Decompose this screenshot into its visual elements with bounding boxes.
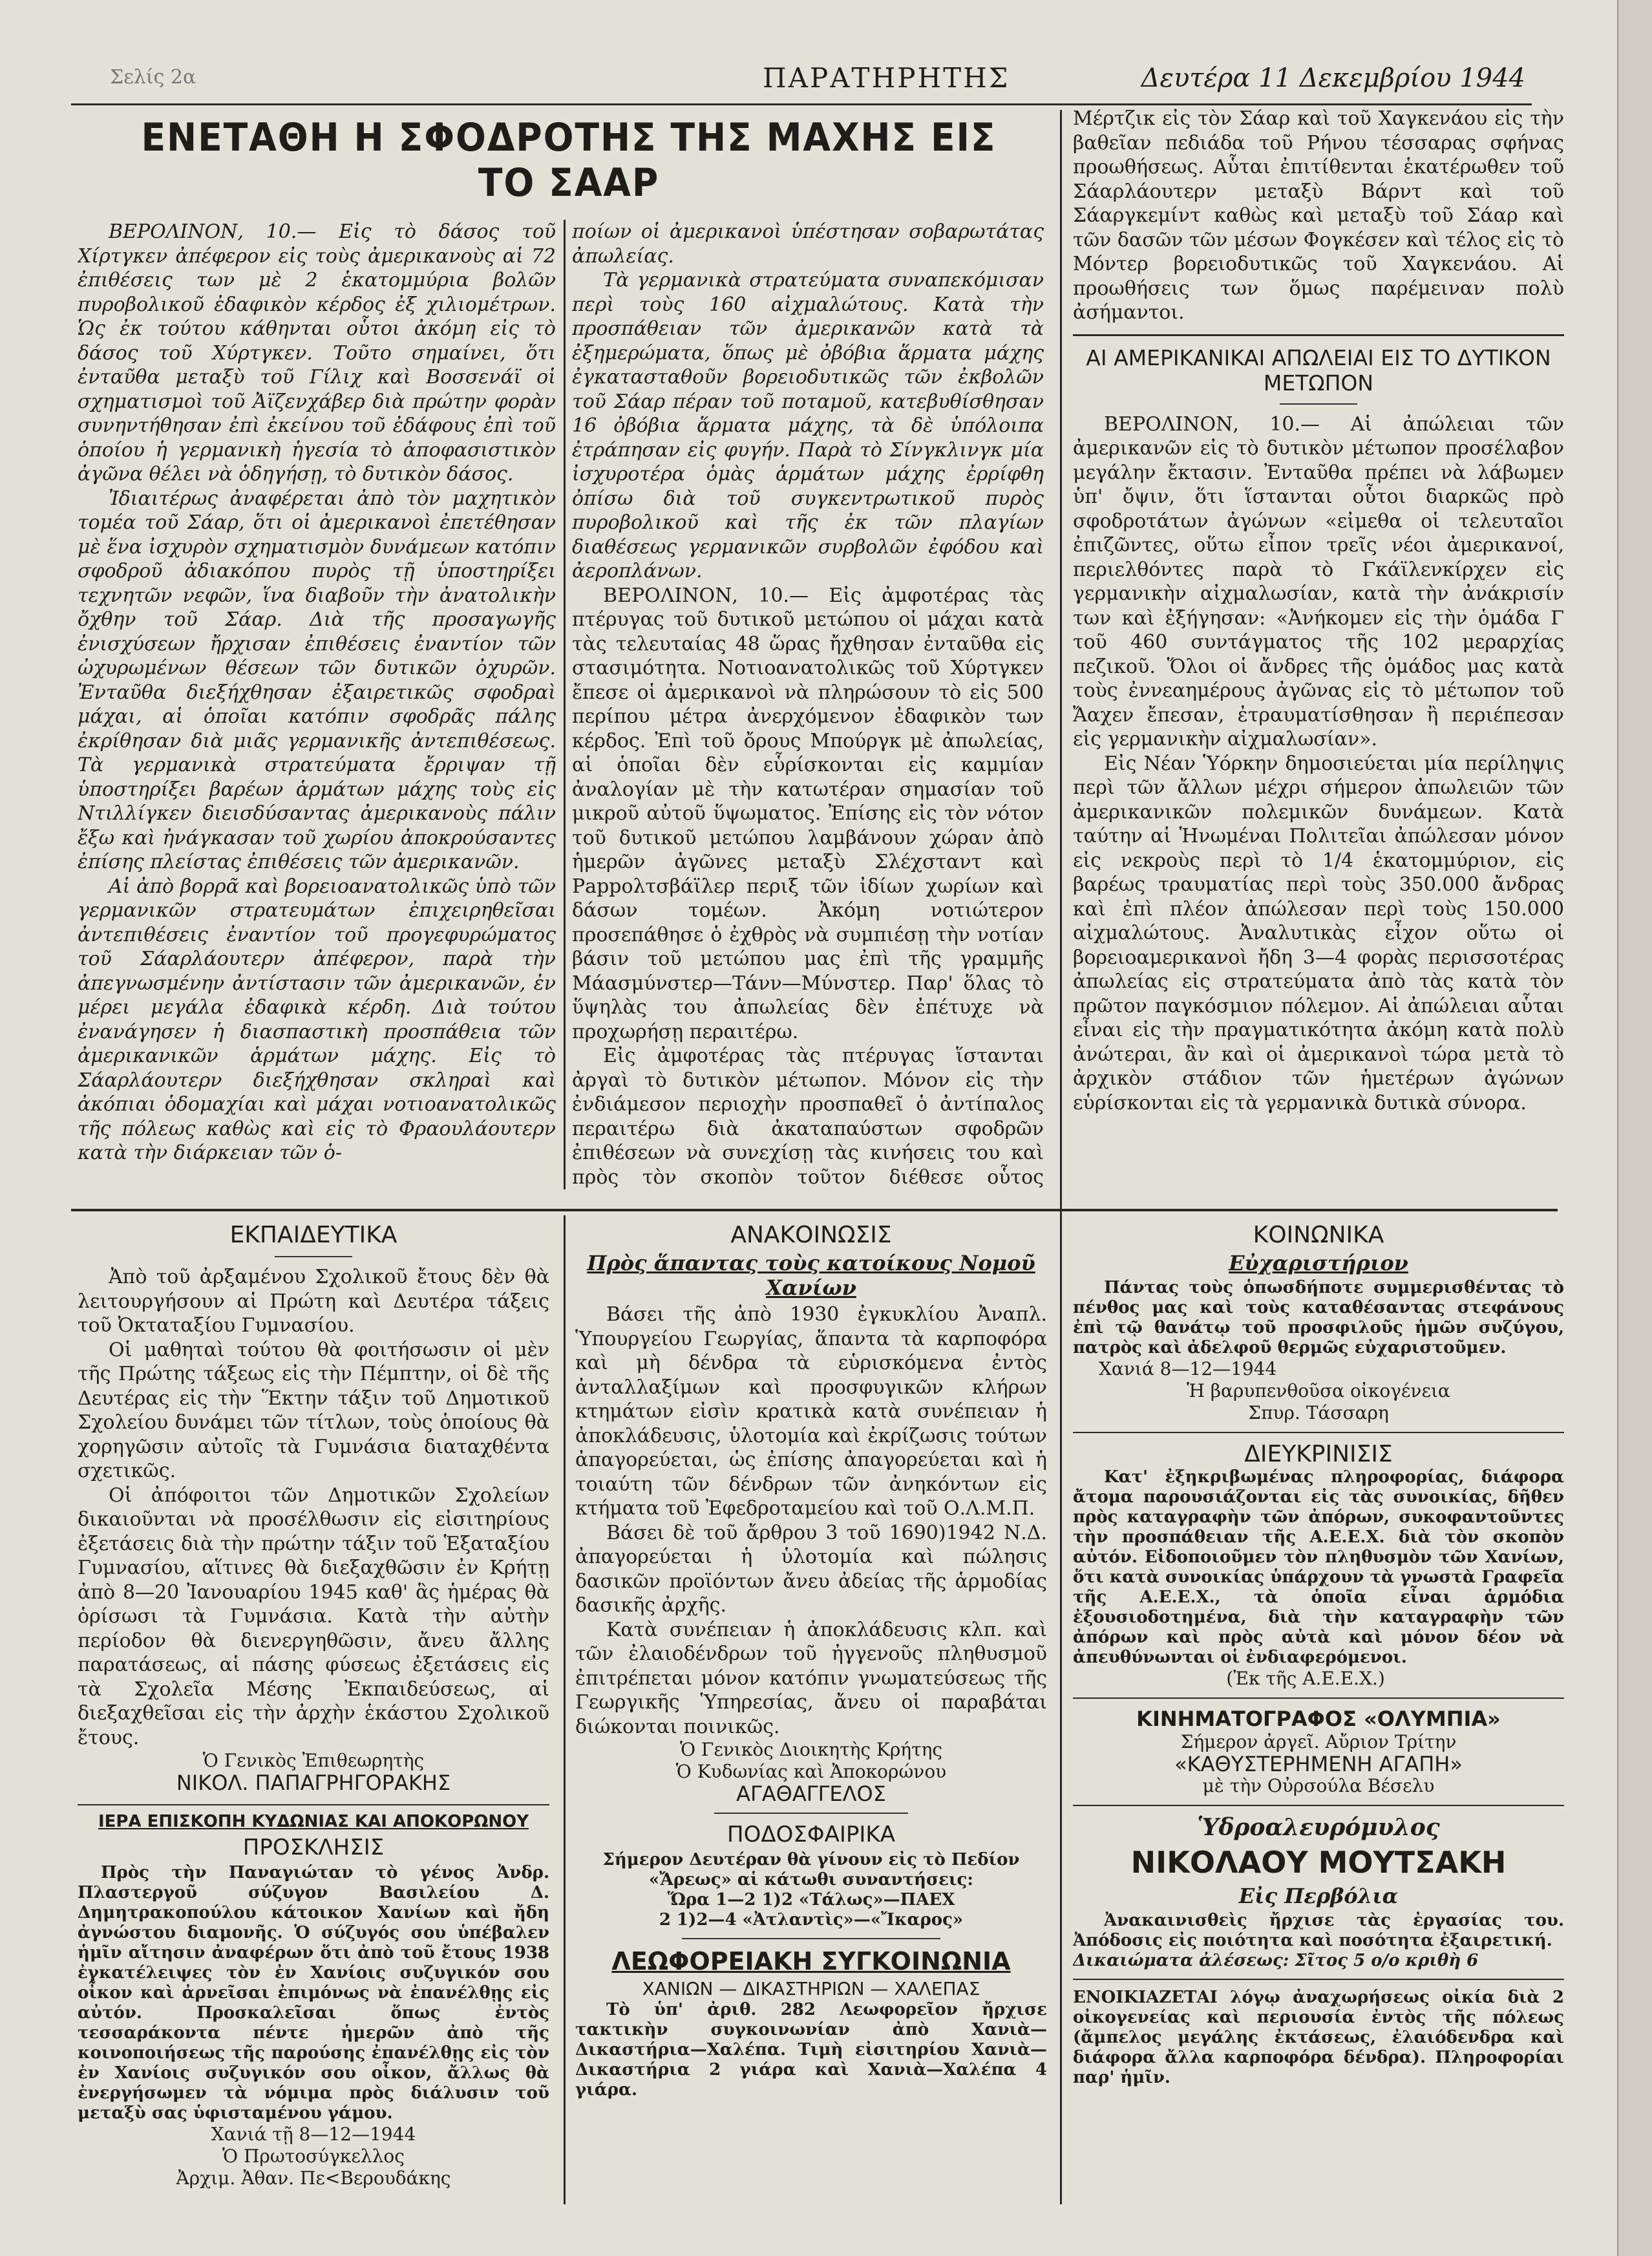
column-divider xyxy=(564,220,566,1189)
announcement-signature-2: Ὁ Κυδωνίας καὶ Ἀποκορώνου xyxy=(675,1761,947,1782)
invitation-body: Πρὸς τὴν Παναγιώταν τὸ γένος Ἀνδρ. Πλαστεργοῦ σύζυγον Βασιλείου Δ. Δημητρακοπούλου κάτοικον Χανίων καὶ ἤδη ἀγνώστου διαμονῆς. Ὁ σύζυγός σου ὑπέβαλεν ἡμῖν αἴτησιν ἀναφέρων ὅτι ἀπὸ τοῦ ἔτους 1938 ἐγκατέλειψες τὸν ἐν Χανίοις συζυγικόν σου οἶκον καὶ ἀρνεῖσαι ἐπιμόνως νὰ ἐπανέλθῃς εἰς αὐτόν. Προσκαλεῖσαι ὅπως ἐντὸς τεσσαράκοντα πέντε ἡμερῶν ἀπὸ τῆς κοινοποιήσεως τῆς παρούσης ἐπανέλθῃς εἰς τὸν ἐν Χανίοις συζυγικόν σου οἶκον, ἄλλως θὰ ἐνεργήσωμεν τὰ νόμιμα πρὸς διάλυσιν τοῦ μεταξὺ σας ὑφισταμένου γάμου. xyxy=(78,1863,549,2123)
lead-story-column-1 xyxy=(78,220,556,1189)
mill-owner-name: ΝΙΚΟΛΑΟΥ ΜΟΥΤΣΑΚΗ xyxy=(1130,1845,1507,1880)
mill-kicker: Ὑδροαλευρόμυλος xyxy=(1197,1814,1440,1841)
column-divider xyxy=(1060,110,1062,2204)
announcement-title: ΑΝΑΚΟΙΝΩΣΙΣ xyxy=(730,1222,892,1248)
educational-paragraph: Οἱ μαθηταὶ τούτου θὰ φοιτήσωσιν οἱ μὲν τῆς Πρώτης τάξεως εἰς τὴν Πέμπτην, οἱ δὲ τῆς Δευτέρας εἰς τὴν Ἕκτην τάξιν τοῦ Δημοτικοῦ Σχολείου δυνάμει τῶν τίτλων, τοὺς ὁποίους θὰ χορηγῶσιν αὐτοῖς τὰ Γυμνάσια διαταχθέντα σχετικῶς. xyxy=(78,1338,549,1482)
educational-signature-role: Ὁ Γενικὸς Ἐπιθεωρητὴς xyxy=(202,1750,425,1771)
social-signature-1: Ἡ βαρυπενθοῦσα οἰκογένεια xyxy=(1187,1380,1450,1401)
lead-paragraph: Αἱ ἀπὸ βορρᾶ καὶ βορειοανατολικῶς ὑπὸ τῶν γερμανικῶν στρατευμάτων ἐπιχειρηθεῖσαι ἀντεπιθέσεις ἐναντίον τοῦ προγεφυρώματος τοῦ Σάαρλάουτερν ἀπέφερον, παρὰ τὴν ἀπεγνωσμένην ἀντίστασιν τῶν ἀμερικανῶν, ἐν μέρει μεγάλα ἐδαφικὰ κέρδη. Διὰ τούτου ἐνανάγησεν ἡ διασπαστικὴ προσπάθεια τῶν ἀμερικανικῶν ἁρμάτων μάχης. Εἰς τὸ Σάαρλάουτερν διεξήχθησαν σκληραὶ καὶ ἀκόπιαι ὁδομαχίαι καὶ μάχαι νοτιοανατολικῶς τῆς πόλεως καθὼς καὶ εἰς τὸ Φραουλάουτερν κατὰ τὴν διάρκειαν τῶν ὁ- xyxy=(78,875,556,1164)
lower-column-1 xyxy=(78,1222,549,2191)
losses-headline: ΑΙ ΑΜΕΡΙΚΑΝΙΚΑΙ ΑΠΩΛΕΙΑΙ ΕΙΣ ΤΟ ΔΥΤΙΚΟΝ ΜΕΤΩΠΟΝ xyxy=(1086,345,1551,396)
section-rule xyxy=(1073,1697,1564,1699)
announcement-paragraph: Βάσει δὲ τοῦ ἄρθρου 3 τοῦ 1690)1942 Ν.Δ. ἀπαγορεύεται ἡ ὑλοτομία καὶ πώλησις δασικῶν προϊόντων ἄνευ ἀδείας τῆς ἁρμοδίας δασικῆς ἀρχῆς. xyxy=(575,1521,1047,1617)
newspaper-name: ΠΑΡΑΤΗΡΗΤΗΣ xyxy=(763,62,1010,94)
lead-paragraph: ποίων οἱ ἀμερικανοὶ ὑπέστησαν σοβαρωτάτας ἀπωλείας. xyxy=(572,220,1044,268)
headline-underline xyxy=(1280,403,1357,405)
announcement-paragraph: Κατὰ συνέπειαν ἡ ἀποκλάδευσις κλπ. καὶ τῶν ἐλαιοδένδρων τοῦ ἠγγενοῦς πληθυσμοῦ ἐπιτρέπεται μόνον κατόπιν γνωματεύσεως τῆς Γεωργικῆς Ὑπηρεσίας, ἄνευ οἱ παραβάται διώκονται ποινικῶς. xyxy=(575,1618,1047,1738)
football-match-1: Ὥρα 1—2 1)2 «Τάλως»—ΠΑΕΧ xyxy=(667,1890,955,1910)
football-match-2: 2 1)2—4 «Ἀτλαντὶς»—«Ἴκαρος» xyxy=(659,1910,964,1930)
for-rent-body: ΕΝΟΙΚΙΑΖΕΤΑΙ λόγῳ ἀναχωρήσεως οἰκία διὰ 2 οἰκογενείας καὶ περιουσία ἐντὸς τῆς πόλεως (ἄμπελος μεγάλης ἐκτάσεως, ἐλαιόδενδρα καὶ διάφορα ἄλλα καρποφόρα δένδρα). Πληροφορίαι παρ' ἡμῖν. xyxy=(1073,1988,1564,2087)
educational-title: ΕΚΠΑΙΔΕΥΤΙΚΑ xyxy=(229,1222,397,1248)
lead-paragraph: ΒΕΡΟΛΙΝΟΝ, 10.— Εἰς ἀμφοτέρας τὰς πτέρυγας τοῦ δυτικοῦ μετώπου οἱ μάχαι κατὰ τὰς τελευταίας 48 ὥρας ἤχθησαν ἐνταῦθα εἰς στασιμότητα. Νοτιοανατολικῶς τοῦ Χύρτγκεν ἔπεσε οἱ ἀμερικανοὶ νὰ πληρώσουν τὸ εἰς 500 περίπου μέτρα ἀνερχόμενον ἐδαφικὸν των κέρδος. Ἐπὶ τοῦ ὄρους Μπούργκ μὲ ἀπωλείας, αἱ ὁποῖαι δὲν εὗρίσκονται εἰς καμμίαν ἀναλογίαν μὲ τὴν κατωτέραν σημασίαν τοῦ μικροῦ αὐτοῦ ὕψωματος. Ἐπίσης εἰς τὸν νότον τοῦ δυτικοῦ μετώπου λαμβάνουν χώραν ἀπὸ ἡμερῶν ἀγῶνες μεταξὺ Σλέχσταντ καὶ Ρappολτσβάϊλερ περιξ τῶν ἰδίων χωρίων καὶ δάσων τομέων. Ἀκόμη νοτιώτερον προσεπάθησε ὁ ἐχθρὸς νὰ συμπιέσῃ τὴν νοτίαν βάσιν τοῦ μετώπου μας ἐπὶ τῆς γραμμῆς Μάασμύνστερ—Τάνν—Μύνστερ. Παρ' ὅλας τὸ ὕψηλὰς του ἀπωλείας δὲν ἐπέτυχε νὰ προχωρήσῃ περαιτέρω. xyxy=(572,584,1044,1043)
right-column-story xyxy=(1073,107,1564,1199)
cinema-line-2: μὲ τὴν Οὐρσούλα Βέσελυ xyxy=(1202,1775,1435,1796)
educational-paragraph: Ἀπὸ τοῦ ἀρξαμένου Σχολικοῦ ἔτους δὲν θὰ λειτουργήσουν αἱ Πρώτη καὶ Δευτέρα τάξεις τοῦ Ὀκταταξίου Γυμνασίου. xyxy=(78,1266,549,1337)
clarification-title: ΔΙΕΥΚΡΙΝΙΣΙΣ xyxy=(1244,1441,1393,1467)
section-rule xyxy=(1073,1979,1564,1980)
clarification-source: (Ἐκ τῆς Α.Ε.Ε.Χ.) xyxy=(1226,1668,1385,1689)
social-place-date: Χανιά 8—12—1944 xyxy=(1099,1358,1277,1379)
issue-date: Δευτέρα 11 Δεκεμβρίου 1944 xyxy=(1141,63,1525,93)
lead-paragraph: ΒΕΡΟΛΙΝΟΝ, 10.— Εἰς τὸ δάσος τοῦ Χίρτγκεν ἀπέφερον εἰς τοὺς ἀμερικανοὺς αἱ 72 ἐπιθέσεις των μὲ 2 ἑκατομμύρια βολῶν πυροβολικοῦ ἐδαφικὸν κέρδος ἐξ χιλιομέτρων. Ὡς ἐκ τούτου κάθηνται οὗτοι ἀκόμη εἰς τὸ δάσος τοῦ Χύρτγκεν. Τοῦτο σημαίνει, ὅτι ἐνταῦθα μεταξὺ τοῦ Γίλιχ καὶ Βοσσενάϊ οἱ σχηματισμοὶ τοῦ Ἀϊζενχάβερ διὰ πρώτην φορὰν συνηντήθησαν ἐπὶ ἐκείνου τοῦ ἐδάφους ἐπὶ τοῦ ὁποίου ἡ γερμανικὴ ἡγεσία τὸ ἀποφασιστικὸν ἀγῶνα θέλει νὰ ὁδηγήσῃ, τὸ δυτικὸν δάσος. xyxy=(78,220,556,485)
lower-column-3 xyxy=(1073,1222,1564,2191)
invitation-title: ΠΡΟΣΚΛΗΣΙΣ xyxy=(242,1835,385,1860)
section-rule xyxy=(1073,1805,1564,1806)
educational-signature-name: ΝΙΚΟΛ. ΠΑΠΑΓΡΗΓΟΡΑΚΗΣ xyxy=(176,1771,451,1795)
invitation-diocese: ΙΕΡΑ ΕΠΙΣΚΟΠΗ ΚΥΔΩΝΙΑΣ ΚΑΙ ΑΠΟΚΟΡΩΝΟΥ xyxy=(98,1812,529,1831)
section-rule xyxy=(682,1938,940,1939)
invitation-signature-2: Ἀρχιμ. Ἀθαν. Πε<Βερουδάκης xyxy=(176,2167,451,2189)
page-number: Σελίς 2α xyxy=(110,66,196,89)
educational-paragraph: Οἱ ἀπόφοιτοι τῶν Δημοτικῶν Σχολείων δικαιοῦνται νὰ προσέλθωσιν εἰς εἰσιτηρίους ἐξετάσεις διὰ τὴν πρώτην τάξιν τοῦ Ἑξαταξίου Γυμνασίου, αἵτινες θὰ διεξαχθῶσιν ἐν Κρήτῃ ἀπὸ 8—20 Ἰανουαρίου 1945 καθ' ἃς ἡμέρας θὰ ὁρίσωσι τὰ Γυμνάσια. Κατὰ τὴν αὐτὴν περίοδον θὰ διενεργηθῶσιν, ἄνευ ἄλλης παρατάσεως, αἱ πάσης φύσεως ἐξετάσεις εἰς τὰ Σχολεῖα Μέσης Ἐκπαιδεύσεως, αἱ διεξαχθεῖσαι εἰς τὴν ἀρχὴν ἑκάστου Σχολικοῦ ἔτους. xyxy=(78,1484,549,1749)
announcement-signature-1: Ὁ Γενικὸς Διοικητὴς Κρήτης xyxy=(679,1739,943,1760)
bus-body: Τὸ ὑπ' ἀριθ. 282 Λεωφορεῖον ἤρχισε τακτικὴν συγκοινωνίαν ἀπὸ Χανιὰ—Δικαστήρια—Χαλέπα. Τιμὴ εἰσιτηρίου Χανιὰ—Δικαστήρια 2 γιάρα καὶ Χανιὰ—Χαλέπα 4 γιάρα. xyxy=(575,2000,1047,2100)
section-rule xyxy=(1073,1432,1564,1433)
page-edge-strip xyxy=(1617,0,1652,2256)
masthead-rule xyxy=(71,103,1532,105)
social-body: Πάντας τοὺς ὁπωσδήποτε συμμερισθέντας τὸ πένθος μας καὶ τοὺς καταθέσαντας στεφάνους ἐπὶ τῷ θανάτῳ τοῦ προσφιλοῦς ἡμῶν συζύγου, πατρὸς καὶ ἀδελφοῦ θερμῶς εὐχαριστοῦμεν. xyxy=(1073,1278,1564,1357)
mill-place: Εἰς Περβόλια xyxy=(1238,1884,1399,1908)
title-underline xyxy=(275,1256,352,1257)
lead-paragraph: Τὰ γερμανικὰ στρατεύματα συναπεκόμισαν περὶ τοὺς 160 αἰχμαλώτους. Κατὰ τὴν προσπάθειαν τῶν ἀμερικανῶν κατὰ τὰ ἐξημερώματα, ὅπως μὲ ὀβόβια ἅρματα μάχης ἐγκατασταθοῦν βορειοδυτικῶς τῶν ἐκβολῶν τοῦ Σάαρ πέραν τοῦ ποταμοῦ, κατεβυθίσθησαν 16 ὀβόβια ἅρματα μάχης, τὰ δὲ ὑπόλοιπα ἐτράπησαν εἰς φυγήν. Παρὰ τὸ Σίνγκλινγκ μία ἰσχυροτέρα ὁμὰς ἁρμάτων μάχης ἐρρίφθη ὀπίσω διὰ τοῦ συγκεντρωτικοῦ πυρὸς πυροβολικοῦ καὶ τῆς ἐκ τῶν πλαγίων διαθέσεως γερμανικῶν συρβολῶν ἐφόδου καὶ ἀεροπλάνων. xyxy=(572,269,1044,582)
section-rule xyxy=(714,1813,908,1814)
section-rule xyxy=(1073,334,1564,336)
lower-section-rule xyxy=(71,1209,1558,1211)
invitation-place-date: Χανιά τῇ 8—12—1944 xyxy=(211,2123,416,2145)
social-signature-2: Σπυρ. Τάσσαρη xyxy=(1248,1402,1389,1423)
bus-title: ΛΕΩΦΟΡΕΙΑΚΗ ΣΥΓΚΟΙΝΩΝΙΑ xyxy=(611,1947,1011,1975)
social-kicker: Εὐχαριστήριον xyxy=(1229,1251,1408,1275)
lead-paragraph: Εἰς ἀμφοτέρας τὰς πτέρυγας ἵστανται ἀργαὶ τὸ δυτικὸν μέτωπον. Μόνον εἰς τὴν ἐνδιάμεσον περιοχὴν προσπαθεῖ ὁ ἀντίπαλος περαιτέρω διὰ ἀκαταπαύστων σφοδρῶν ἐπιθέσεων νὰ συνεχίσῃ τὰς κινήσεις του καὶ πρὸς τὸν σκοπὸν τοῦτον διέθεσε οὗτος xyxy=(572,1045,1044,1189)
announcement-paragraph: Βάσει τῆς ἀπὸ 1930 ἐγκυκλίου Ἀναπλ. Ὑπουργείου Γεωργίας, ἅπαντα τὰ καρποφόρα καὶ μὴ δένδρα τὰ εὑρισκόμενα ἐντὸς ἀνταλλαξίμων καὶ προσφυγικῶν κλήρων κτημάτων εἰσὶν κρατικὰ κατὰ συνέπειαν ἡ ἀποκλάδευσις, ὑλοτομία καὶ ἐκρίζωσις τούτων ἀπαγορεύεται, ὡς ἐπίσης ἀπαγορεύεται καὶ ἡ τοιαύτη τῶν δένδρων τῶν ἀνηκόντων εἰς κτήματα τοῦ Ἐφεδροταμείου καὶ τοῦ Ο.Λ.Μ.Π. xyxy=(575,1303,1047,1520)
social-title: ΚΟΙΝΩΝΙΚΑ xyxy=(1253,1222,1384,1248)
mill-rates: Δικαιώματα ἀλέσεως: Σῖτος 5 ο/ο κριθὴ 6 xyxy=(1073,1951,1479,1970)
announcement-kicker: Πρὸς ἅπαντας τοὺς κατοίκους Νομοῦ Χανίων xyxy=(587,1251,1035,1300)
bus-subtitle: ΧΑΝΙΩΝ — ΔΙΚΑΣΤΗΡΙΩΝ — ΧΑΛΕΠΑΣ xyxy=(642,1978,980,1999)
invitation-signature-1: Ὁ Πρωτοσύγκελλος xyxy=(222,2145,405,2167)
masthead xyxy=(39,59,1525,105)
losses-paragraph: Εἰς Νέαν Ὑόρκην δημοσιεύεται μία περίληψις περὶ τῶν ἄλλων μέχρι σήμερον ἀπωλειῶν τῶν ἀμερικανικῶν πολεμικῶν δυνάμεων. Κατὰ ταύτην αἱ Ἡνωμέναι Πολιτεῖαι ἀπώλεσαν μόνον εἰς νεκροὺς περὶ τὸ 1/4 ἑκατομμύριον, εἰς βαρέως τραυματίας περὶ τοὺς 350.000 ἄνδρας καὶ ἐπὶ πλέον ἀπώλεσαν περὶ τοὺς 150.000 αἰχμαλώτους. Ἀναλυτικὰς εἶχον οὕτω οἱ βορειοαμερικανοὶ ἤδη 3—4 φορὰς περισσοτέρας ἀπωλείας εἰς στρατεύματα ἀπὸ τὰς κατὰ τὸν πρῶτον παγκόσμιον πόλεμον. Αἱ ἀπώλειαι αὗται εἶναι εἰς τὴν πραγματικότητα ἀκόμη κατὰ πολὺ ἀνώτεραι, ἂν καὶ οἱ ἀμερικανοὶ τώρα μετὰ τὸ ἀρχικὸν στάδιον τῶν ἡμετέρων ἀγώνων εὑρίσκονται εἰς τὰ γερμανικὰ δυτικὰ σύνορα. xyxy=(1073,752,1564,1114)
lower-column-2 xyxy=(575,1222,1047,2191)
clarification-body: Κατ' ἐξηκριβωμένας πληροφορίας, διάφορα ἄτομα παρουσιάζονται εἰς τὰς συνοικίας, δῆθεν πρὸς καταγραφὴν τῶν ἀπόρων, συκοφαντοῦντες τὴν προσπάθειαν τῆς Α.Ε.Ε.Χ. διὰ τὸν σκοπὸν αὐτόν. Εἰδοποιοῦμεν τὸν πληθυσμὸν τῶν Χανίων, ὅτι κατὰ συνοικίας ὑπάρχουν τὰ γνωστὰ Γραφεῖα τῆς Α.Ε.Ε.Χ., τὰ ὁποῖα εἶναι ἁρμόδια ἐξουσιοδοτημένα, διὰ τὴν καταγραφὴν τῶν ἀπόρων καὶ πρὸς αὐτὰ καὶ μόνον δέον νὰ ἀπευθύνωνται οἱ ἐνδιαφερόμενοι. xyxy=(1073,1467,1564,1667)
lead-paragraph: Ἰδιαιτέρως ἀναφέρεται ἀπὸ τὸν μαχητικὸν τομέα τοῦ Σάαρ, ὅτι οἱ ἀμερικανοὶ ἐπετέθησαν μὲ ἕνα ἰσχυρὸν σχηματισμὸν δυνάμεων κατόπιν σφοδροῦ ἀδιακόπου πυρὸς τῇ ὑποστηρίξει τεχνητῶν νεφῶν, ἵνα διαβοῦν τὴν ἀνατολικὴν ὄχθην τοῦ Σάαρ. Διὰ τῆς προσαγωγῆς ἐνισχύσεων ἤρχισαν ἐπιθέσεις ἐναντίον τῶν ὠχυρωμένων θέσεων τῶν δυτικῶν ὀχυρῶν. Ἐνταῦθα διεξήχθησαν ἐξαιρετικῶς σφοδραὶ μάχαι, αἱ ὁποῖαι κατόπιν σφοδρᾶς πάλης ἐκρίθησαν διὰ μιᾶς γερμανικῆς ἀντεπιθέσεως. Τὰ γερμανικὰ στρατεύματα ἔρριψαν τῇ ὑποστηρίξει βαρέων ἁρμάτων μάχης τοὺς εἰς Ντιλλίγκεν διεισδύσαντας ἀμερικανοὺς πάλιν ἔξω καὶ ἠνάγκασαν τοῦ χωρίου ἀποκρούσαντες ἐπίσης πλείστας ἐπιθέσεις τῶν ἀμερικανῶν. xyxy=(78,487,556,873)
column-divider xyxy=(564,1215,566,2204)
lead-headline-block xyxy=(84,115,1054,212)
continuation-paragraph: Μέρτζικ εἰς τὸν Σάαρ καὶ τοῦ Χαγκενάου εἰς τὴν βαθεῖαν πεδιάδα τοῦ Ρήνου τέσσαρας σφήνας προωθήσεως. Αὗται ἐπιτίθενται ἑκατέρωθεν τοῦ Σάαρλάουτερν μεταξὺ Βάρντ καὶ τοῦ Σάαργκεμίντ καθὼς καὶ μεταξὺ τοῦ Σάαρ καὶ τῶν δασῶν τῶν μέσων Φογκέσεν καὶ τέλος εἰς τὸ Μόντερ βορειοδυτικῶς τοῦ Χαγκενάου. Αἱ προωθήσεις των ὅμως παρέμειναν πολὺ ἀσήμαντοι. xyxy=(1073,107,1564,324)
section-rule xyxy=(78,1804,549,1805)
cinema-film-title: «ΚΑΘΥΣΤΕΡΗΜΕΝΗ ΑΓΑΠΗ» xyxy=(1174,1752,1463,1776)
lead-headline: ΕΝΕΤΑΘΗ Η ΣΦΟΔΡΟΤΗΣ ΤΗΣ ΜΑΧΗΣ ΕΙΣ ΤΟ ΣΑΑΡ xyxy=(141,115,997,206)
losses-paragraph: ΒΕΡΟΛΙΝΟΝ, 10.— Αἱ ἀπώλειαι τῶν ἀμερικανῶν εἰς τὸ δυτικὸν μέτωπον προσέλαβον μεγάλην ἔκτασιν. Ἐνταῦθα πρέπει νὰ λάβωμεν ὑπ' ὄψιν, ὅτι ἵστανται οὗτοι διαρκῶς πρὸ σφοδροτάτων ἀγώνων «εἰμεθα οἱ τελευταῖοι ἐπιζῶντες, οὕτω εἶπον τρεῖς νέοι ἀμερικανοί, περιελθόντες παρὰ τὸ Γκάϊλενκίρχεν εἰς γερμανικὴν αἰχμαλωσίαν, κατὰ τὴν ἀνάκρισίν των καὶ ἐξήγησαν: «Ἀνήκομεν εἰς τὴν ὁμάδα Γ τοῦ 460 συντάγματος τῆς 102 μεραρχίας πεζικοῦ. Ὅλοι οἱ ἄνδρες τῆς ὁμάδος μας κατὰ τοὺς ἐννεαημέρους ἀγῶνας εἰς τὸ μέτωπον τοῦ Ἄαχεν ἔπεσαν, ἐτραυματίσθησαν ἢ περιέπεσαν εἰς γερμανικὴν αἰχμαλωσίαν». xyxy=(1073,412,1564,750)
lead-story-column-2 xyxy=(572,220,1044,1189)
mill-body: Ἀνακαινισθεὶς ἤρχισε τὰς ἐργασίας του. Ἀπόδοσις εἰς ποιότητα καὶ ποσότητα ἐξαιρετική. xyxy=(1073,1911,1564,1950)
cinema-title: ΚΙΝΗΜΑΤΟΓΡΑΦΟΣ «ΟΛΥΜΠΙΑ» xyxy=(1136,1707,1501,1731)
football-title: ΠΟΔΟΣΦΑΙΡΙΚΑ xyxy=(727,1822,895,1847)
announcement-signature-3: ΑΓΑΘΑΓΓΕΛΟΣ xyxy=(736,1782,886,1806)
cinema-line-1: Σήμερον ἀργεῖ. Αὔριον Τρίτην xyxy=(1180,1731,1457,1752)
football-body: Σήμερον Δευτέραν θὰ γίνουν εἰς τὸ Πεδίον «Ἄρεως» αἱ κάτωθι συναντήσεις: xyxy=(602,1850,1020,1889)
